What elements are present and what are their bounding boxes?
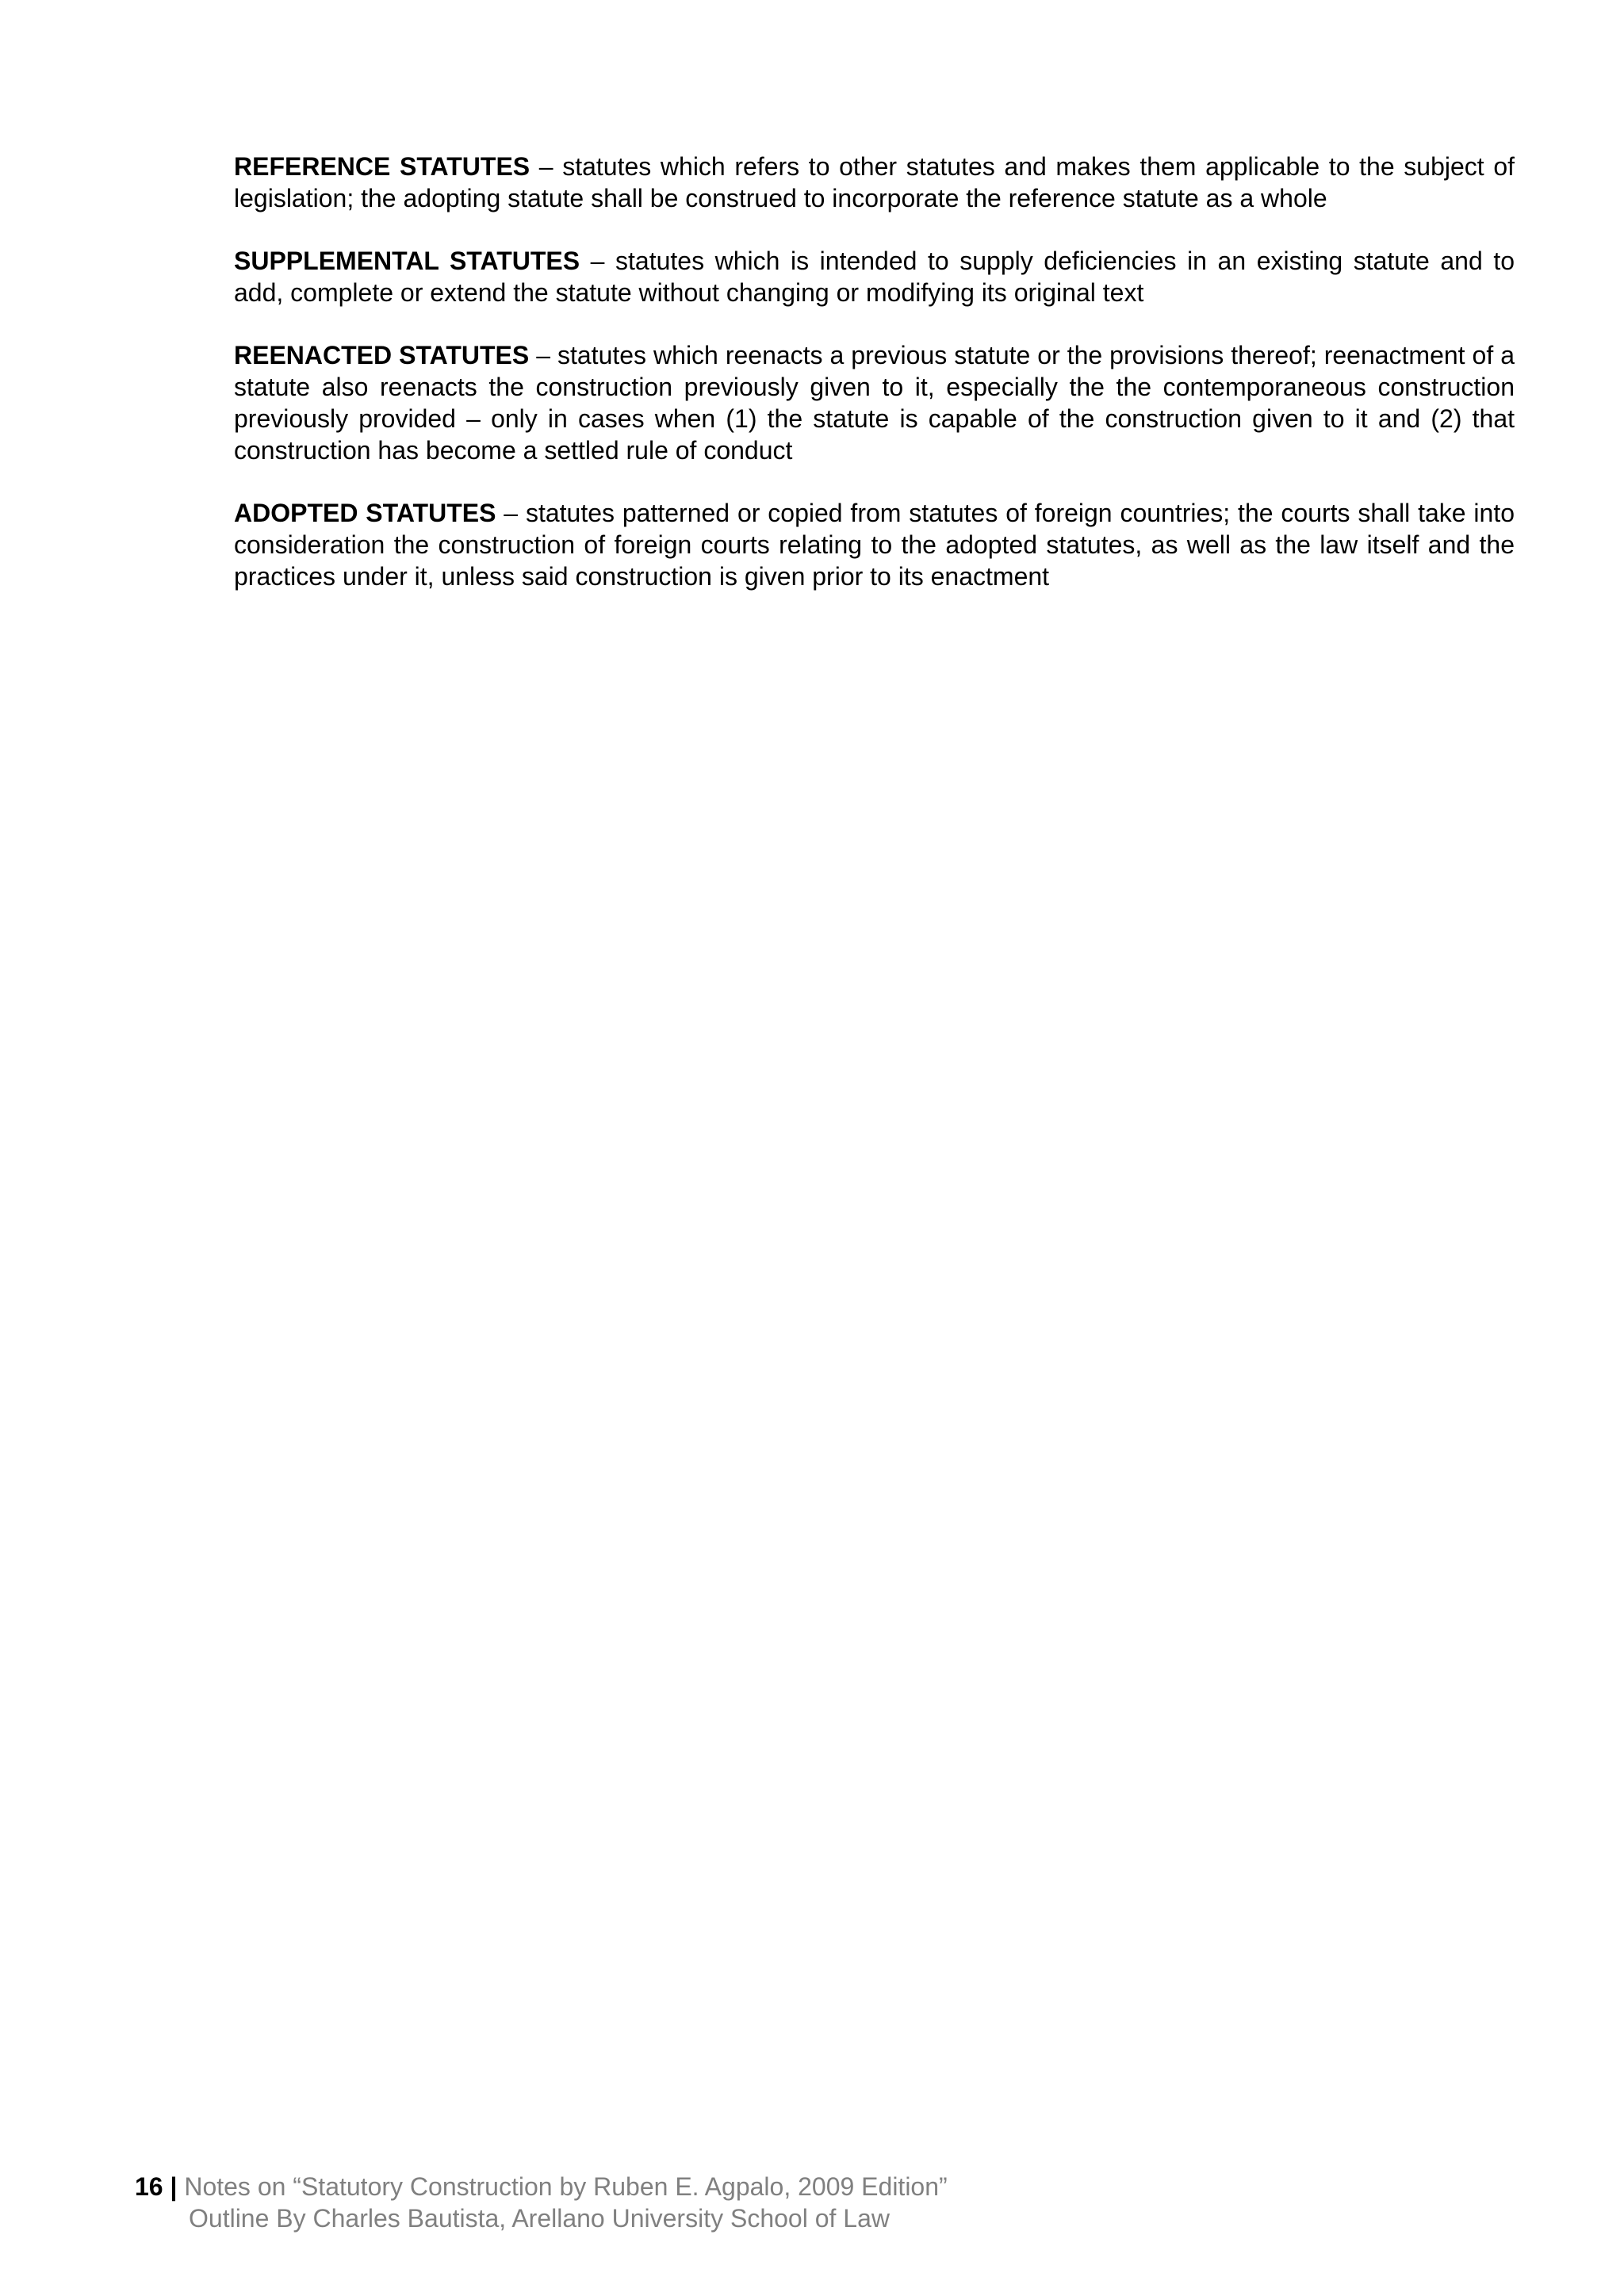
- definition-text: – statutes patterned or copied from statutes of foreign countries; the courts shall take into consideration the construction of foreign courts relating to the adopted statutes, as well as the law itself and the practices under it, unless said construction is given prior to its enactment: [234, 499, 1515, 591]
- page-footer: [135, 2171, 948, 2234]
- definition-text: – statutes which reenacts a previous statute or the provisions thereof; reenactment of a statute also reenacts the construction previously given to it, especially the the contemporaneous construction previously provided – only in cases when (1) the statute is capable of the construction given to it and (2) that construction has become a settled rule of conduct: [234, 341, 1515, 465]
- definition-paragraph: [234, 245, 1515, 308]
- definition-term: REENACTED STATUTES: [234, 341, 530, 369]
- definition-text: – statutes which is intended to supply deficiencies in an existing statute and to add, complete or extend the statute without changing or modifying its original text: [234, 247, 1515, 307]
- definition-paragraph: [234, 497, 1515, 592]
- page-body: [234, 151, 1515, 623]
- footer-line-2: Outline By Charles Bautista, Arellano University School of Law: [189, 2204, 890, 2233]
- definition-paragraph: [234, 151, 1515, 214]
- definition-term: REFERENCE STATUTES: [234, 152, 530, 181]
- footer-title: Notes on “Statutory Construction by Ruben E. Agpalo, 2009 Edition”: [177, 2172, 948, 2201]
- page-number: 16 |: [135, 2172, 178, 2201]
- definition-paragraph: [234, 339, 1515, 466]
- definition-text: – statutes which refers to other statutes and makes them applicable to the subject of legislation; the adopting statute shall be construed to incorporate the reference statute as a whole: [234, 152, 1515, 212]
- definition-term: SUPPLEMENTAL STATUTES: [234, 247, 580, 275]
- footer-line-1: [135, 2171, 948, 2202]
- definition-term: ADOPTED STATUTES: [234, 499, 496, 527]
